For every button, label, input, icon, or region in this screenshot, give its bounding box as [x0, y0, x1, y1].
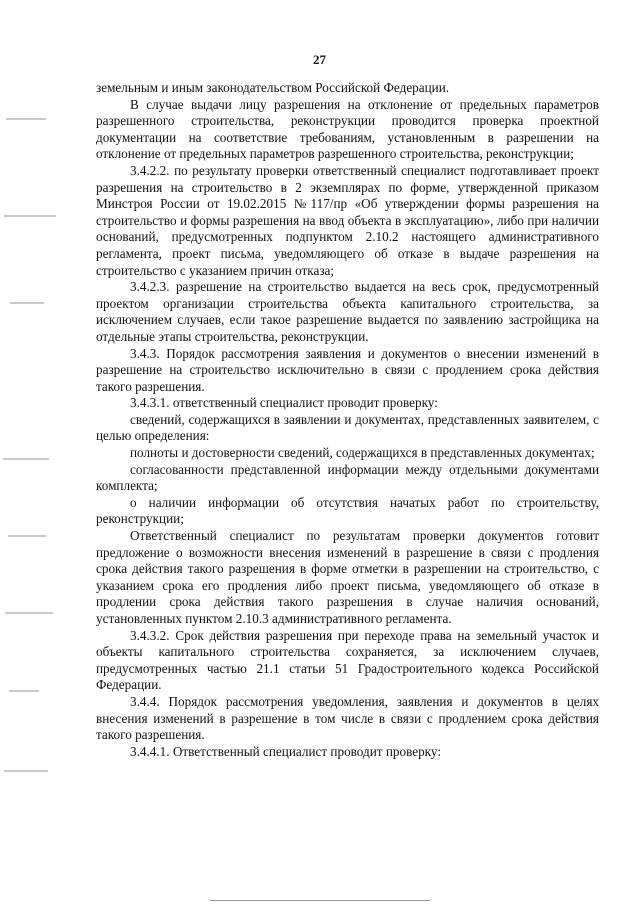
page-number: 27 [313, 52, 326, 67]
paragraph: полноты и достоверности сведений, содержащихся в представленных документах; [130, 445, 595, 461]
paragraph: 3.4.3.2. Срок действия разрешения при переходе права на земельный участок и объекты капитального строительства сохраняется, за исключением случаев, предусмотренных частью 21.1 статьи 51 Градостроительного кодекса Российской Федерации. [96, 627, 599, 693]
paragraph: Ответственный специалист по результатам проверки документов готовит предложение о возможности внесения изменений в разрешение в связи с продления срока действия такого разрешения в форме отметки в разрешении на строительство, с указанием срока его продления либо проект письма, уведомляющего об отказе в продлении срока действия такого разрешения в случае наличия оснований, установленных пунктом 2.10.3 административного регламента. [96, 528, 599, 626]
paragraph: 3.4.3. Порядок рассмотрения заявления и документов о внесении изменений в разрешение на строительство исключительно в связи с продлением срока действия такого разрешения. [96, 345, 599, 394]
paragraph: В случае выдачи лицу разрешения на отклонение от предельных параметров разрешенного строительства, реконструкции проводится проверка проектной документации на соответствие требованиям, установленным в разрешении на отклонение от предельных параметров разрешенного строительства, реконструкции; [96, 96, 599, 162]
paragraph: сведений, содержащихся в заявлении и документах, представленных заявителем, с целью определения: [96, 411, 599, 444]
scan-bottom-line [210, 900, 430, 901]
paragraph: 3.4.4.1. Ответственный специалист проводит проверку: [130, 743, 441, 759]
paragraph: о наличии информации об отсутствия начатых работ по строительству, реконструкции; [96, 494, 599, 527]
paragraph: согласованности представленной информации между отдельными документами комплекта; [96, 461, 599, 494]
paragraph: 3.4.4. Порядок рассмотрения уведомления, заявления и документов в целях внесения изменений в разрешение в том числе в связи с продлением срока действия такого разрешения. [96, 693, 599, 743]
scan-edge-noise [0, 0, 70, 905]
paragraph: 3.4.2.3. разрешение на строительство выдается на весь срок, предусмотренный проектом организации строительства объекта капитального строительства, за исключением случаев, если такое разрешение выдается по заявлению застройщика на отдельные этапы строительства, реконструкции. [96, 279, 599, 344]
paragraph: 3.4.2.2. по результату проверки ответственный специалист подготавливает проект разрешения на строительство в 2 экземплярах по форме, утвержденной приказом Минстроя России от 19.02.2015 №117/пр «Об утверждении формы разрешения на строительство и формы разрешения на ввод объекта в эксплуатацию», либо при наличии оснований, предусмотренных подпунктом 2.10.2 настоящего административного регламента, проект письма, уведомляющего об отказе в выдаче разрешения на строительство с указанием причин отказа; [96, 162, 599, 278]
document-body [96, 80, 599, 760]
paragraph: 3.4.3.1. ответственный специалист проводит проверку: [130, 395, 438, 411]
paragraph: земельным и иным законодательством Российской Федерации. [96, 80, 450, 95]
